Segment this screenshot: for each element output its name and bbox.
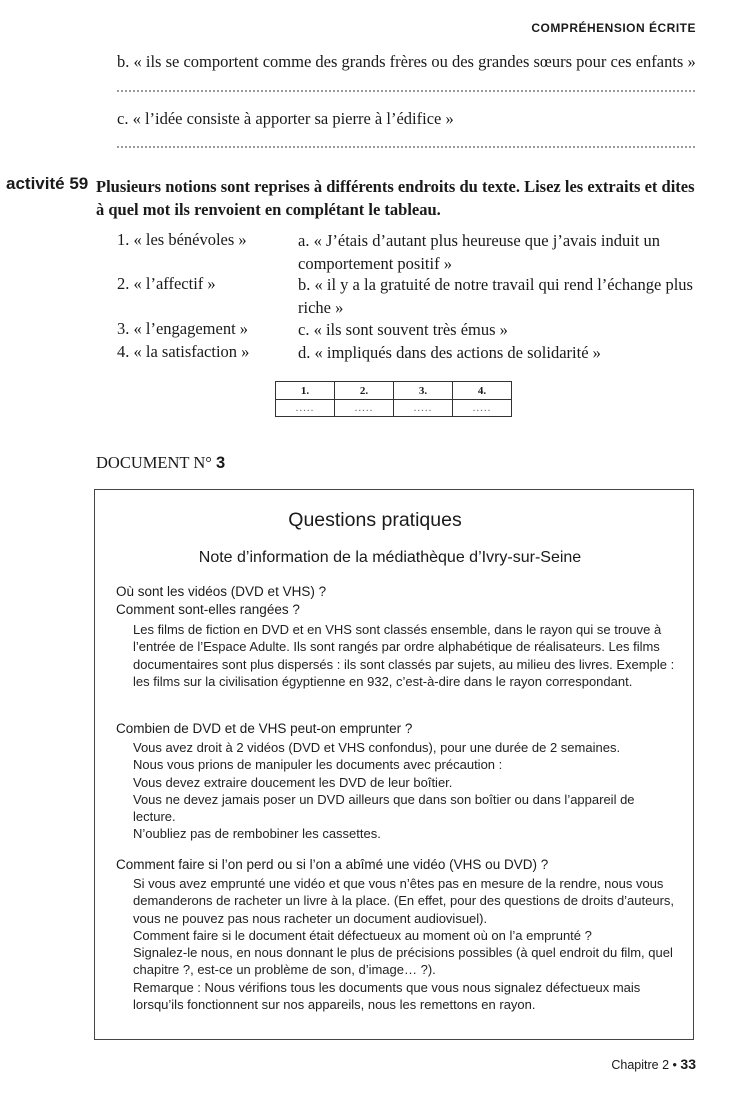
paragraph-line: Vous ne devez jamais poser un DVD ailleurs que dans son boîtier ou dans l’appareil de lecture. <box>133 791 635 825</box>
match-left-4: 4. « la satisfaction » <box>117 342 250 361</box>
paragraph-line: Nous vous prions de manipuler les documents avec précaution : <box>133 757 503 773</box>
paragraph-line: Remarque : Nous vérifions tous les documents que vous nous signalez défectueux mais lorsqu’ils fonctionnent sur nos appareils, nous les remettons en rayon. <box>133 979 641 1013</box>
footer-chapter: Chapitre 2 <box>611 1058 670 1072</box>
match-left-1: 1. « les bénévoles » <box>117 230 247 249</box>
paragraph-line: Comment faire si le document était défectueux au moment où on l’a emprunté ? <box>133 927 592 943</box>
paragraph-line: Si vous avez emprunté une vidéo et que vous n’êtes pas en mesure de la rendre, nous vous demanderons de racheter un livre à la place. (En effet, pour des questions de droits d’auteurs, vous ne pouvez pas nous racheter un document audiovisuel). <box>133 876 675 926</box>
document-number: 3 <box>215 454 226 472</box>
document-heading <box>96 453 225 473</box>
paragraph-line: Signalez-le nous, en nous donnant le plus de précisions possibles (à quel endroit du film, quel chapitre ?, est-ce un problème de son, d’image… ?). <box>133 945 673 978</box>
page-footer <box>611 1056 696 1072</box>
item-c-text: c. « l’idée consiste à apporter sa pierre à l’édifice » <box>117 109 454 128</box>
activity-word: activité <box>6 174 65 193</box>
answer-cell-3[interactable]: ..... <box>394 400 453 417</box>
match-left-2: 2. « l’affectif » <box>117 274 216 293</box>
item-b-text: b. « ils se comportent comme des grands frères ou des grandes sœurs pour ces enfants » <box>117 52 696 71</box>
document-label: DOCUMENT N° <box>96 453 212 472</box>
match-right-b: b. « il y a la gratuité de notre travail qui rend l’échange plus riche » <box>298 275 693 317</box>
match-right-a: a. « J’étais d’autant plus heureuse que j’avais induit un comportement positif » <box>298 231 660 273</box>
answer-paragraph-2 <box>133 739 678 843</box>
match-right-c: c. « ils sont souvent très émus » <box>298 320 508 339</box>
activity-instruction: Plusieurs notions sont reprises à différents endroits du texte. Lisez les extraits et dites à quel mot ils renvoient en complétant le tableau. <box>96 177 695 219</box>
paragraph-line: Vous avez droit à 2 vidéos (DVD et VHS confondus), pour une durée de 2 semaines. <box>133 740 621 755</box>
activity-label <box>6 174 88 194</box>
paragraph-line: Vous devez extraire doucement les DVD de leur boîtier. <box>133 774 453 790</box>
page-number: 33 <box>680 1056 696 1072</box>
document-subtitle: Note d’information de la médiathèque d’Ivry-sur-Seine <box>198 549 582 566</box>
answer-cell-1[interactable]: ..... <box>276 400 335 417</box>
paragraph-text: Les films de fiction en DVD et en VHS sont classés ensemble, dans le rayon qui se trouve à l’entrée de l’Espace Adulte. Ils sont rangés par ordre alphabétique de réalisateurs. Les films documentaires sont plus dispersés : ils sont classés par sujets, au milieu des livres. Exemple : les films sur la civilisation égyptienne en 932, c’est-à-dire dans le rayon correspondant. <box>133 622 675 689</box>
section-header: COMPRÉHENSION ÉCRITE <box>531 21 696 35</box>
question-borrow-count: Combien de DVD et de VHS peut-on emprunter ? <box>116 721 413 736</box>
answer-header-2: 2. <box>335 382 394 400</box>
answer-paragraph-3 <box>133 875 678 1013</box>
answer-line-c[interactable] <box>117 144 695 148</box>
answer-header-4: 4. <box>453 382 512 400</box>
answer-paragraph-1 <box>133 621 678 690</box>
question-videos-location: Où sont les vidéos (DVD et VHS) ? <box>116 584 327 599</box>
answer-header-3: 3. <box>394 382 453 400</box>
answer-line-b[interactable] <box>117 88 695 92</box>
answer-table <box>275 381 512 417</box>
activity-number: 59 <box>69 174 89 193</box>
match-left-3: 3. « l’engagement » <box>117 319 249 338</box>
answer-cell-4[interactable]: ..... <box>453 400 512 417</box>
answer-cell-2[interactable]: ..... <box>335 400 394 417</box>
paragraph-line: N’oubliez pas de rembobiner les cassettes. <box>133 826 381 842</box>
footer-separator: • <box>672 1058 677 1072</box>
answer-header-1: 1. <box>276 382 335 400</box>
match-right-d: d. « impliqués dans des actions de solidarité » <box>298 343 601 362</box>
document-title: Questions pratiques <box>288 509 462 531</box>
question-videos-sorting: Comment sont-elles rangées ? <box>116 602 300 617</box>
question-lost-damaged: Comment faire si l’on perd ou si l’on a abîmé une vidéo (VHS ou DVD) ? <box>116 857 549 872</box>
